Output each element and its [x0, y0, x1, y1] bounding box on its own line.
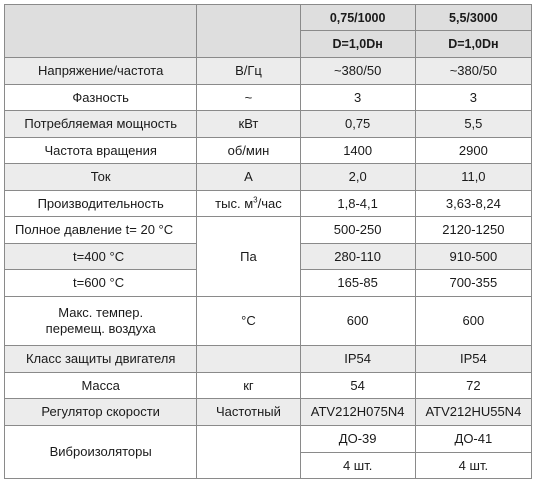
table-row — [5, 346, 532, 373]
value-cell: 54 — [300, 373, 415, 399]
unit-label: А — [197, 164, 300, 191]
value-cell: 0,75 — [300, 111, 415, 138]
unit-label: Па — [197, 217, 300, 297]
size-header-1: D=1,0Dн — [300, 31, 415, 58]
value-cell: 5,5 — [415, 111, 531, 138]
size-header-2: D=1,0Dн — [415, 31, 531, 58]
param-label: Регулятор скорости — [5, 399, 197, 426]
table-row — [5, 164, 532, 191]
param-label: Производительность — [5, 191, 197, 217]
value-cell: 910-500 — [415, 244, 531, 270]
value-cell: 600 — [300, 297, 415, 346]
table-row — [5, 297, 532, 346]
value-cell: 11,0 — [415, 164, 531, 191]
param-label: Макс. темпер. перемещ. воздуха — [5, 297, 197, 346]
unit-label — [197, 426, 300, 479]
param-label: t=400 °C — [5, 244, 197, 270]
value-cell: ~380/50 — [415, 58, 531, 85]
value-cell: 3,63-8,24 — [415, 191, 531, 217]
table-row — [5, 111, 532, 138]
unit-label: °C — [197, 297, 300, 346]
table-row — [5, 426, 532, 453]
value-cell: IP54 — [415, 346, 531, 373]
unit-label: кВт — [197, 111, 300, 138]
param-label: Частота вращения — [5, 138, 197, 164]
unit-label: В/Гц — [197, 58, 300, 85]
param-label: Полное давление t= 20 °C — [5, 217, 197, 244]
value-cell: ATV212H075N4 — [300, 399, 415, 426]
unit-prefix: тыс. м — [215, 195, 254, 211]
param-label: t=600 °C — [5, 270, 197, 297]
param-label: Напряжение/частота — [5, 58, 197, 85]
param-label: Виброизоляторы — [5, 426, 197, 479]
unit-superscript: 3 — [253, 195, 258, 205]
value-cell: ДО-39 — [300, 426, 415, 453]
table-row — [5, 58, 532, 85]
param-label: Ток — [5, 164, 197, 191]
unit-label: об/мин — [197, 138, 300, 164]
unit-label — [197, 346, 300, 373]
value-cell: 600 — [415, 297, 531, 346]
value-cell: 1,8-4,1 — [300, 191, 415, 217]
table-row — [5, 85, 532, 111]
value-cell: 2120-1250 — [415, 217, 531, 244]
table-row — [5, 191, 532, 217]
value-cell: 500-250 — [300, 217, 415, 244]
table-row — [5, 373, 532, 399]
value-cell: 2900 — [415, 138, 531, 164]
value-cell: IP54 — [300, 346, 415, 373]
value-cell: 2,0 — [300, 164, 415, 191]
unit-label: кг — [197, 373, 300, 399]
param-label: Потребляемая мощность — [5, 111, 197, 138]
model-header-2: 5,5/3000 — [415, 5, 531, 31]
unit-suffix: /час — [257, 195, 282, 211]
unit-label — [197, 191, 300, 217]
unit-label: Частотный — [197, 399, 300, 426]
param-label: Класс защиты двигателя — [5, 346, 197, 373]
value-cell: 1400 — [300, 138, 415, 164]
table-row — [5, 399, 532, 426]
value-cell: ~380/50 — [300, 58, 415, 85]
value-cell: 3 — [415, 85, 531, 111]
unit-label: ~ — [197, 85, 300, 111]
model-header-1: 0,75/1000 — [300, 5, 415, 31]
table-row — [5, 217, 532, 244]
value-cell: ДО-41 — [415, 426, 531, 453]
param-label: Фазность — [5, 85, 197, 111]
value-cell: 165-85 — [300, 270, 415, 297]
param-label: Масса — [5, 373, 197, 399]
table-row — [5, 138, 532, 164]
specification-table — [4, 4, 532, 479]
value-cell: 72 — [415, 373, 531, 399]
header-unit-cell — [197, 5, 300, 58]
value-cell: 3 — [300, 85, 415, 111]
quantity-cell: 4 шт. — [415, 453, 531, 479]
value-cell: ATV212HU55N4 — [415, 399, 531, 426]
quantity-cell: 4 шт. — [300, 453, 415, 479]
header-param-cell — [5, 5, 197, 58]
value-cell: 700-355 — [415, 270, 531, 297]
value-cell: 280-110 — [300, 244, 415, 270]
